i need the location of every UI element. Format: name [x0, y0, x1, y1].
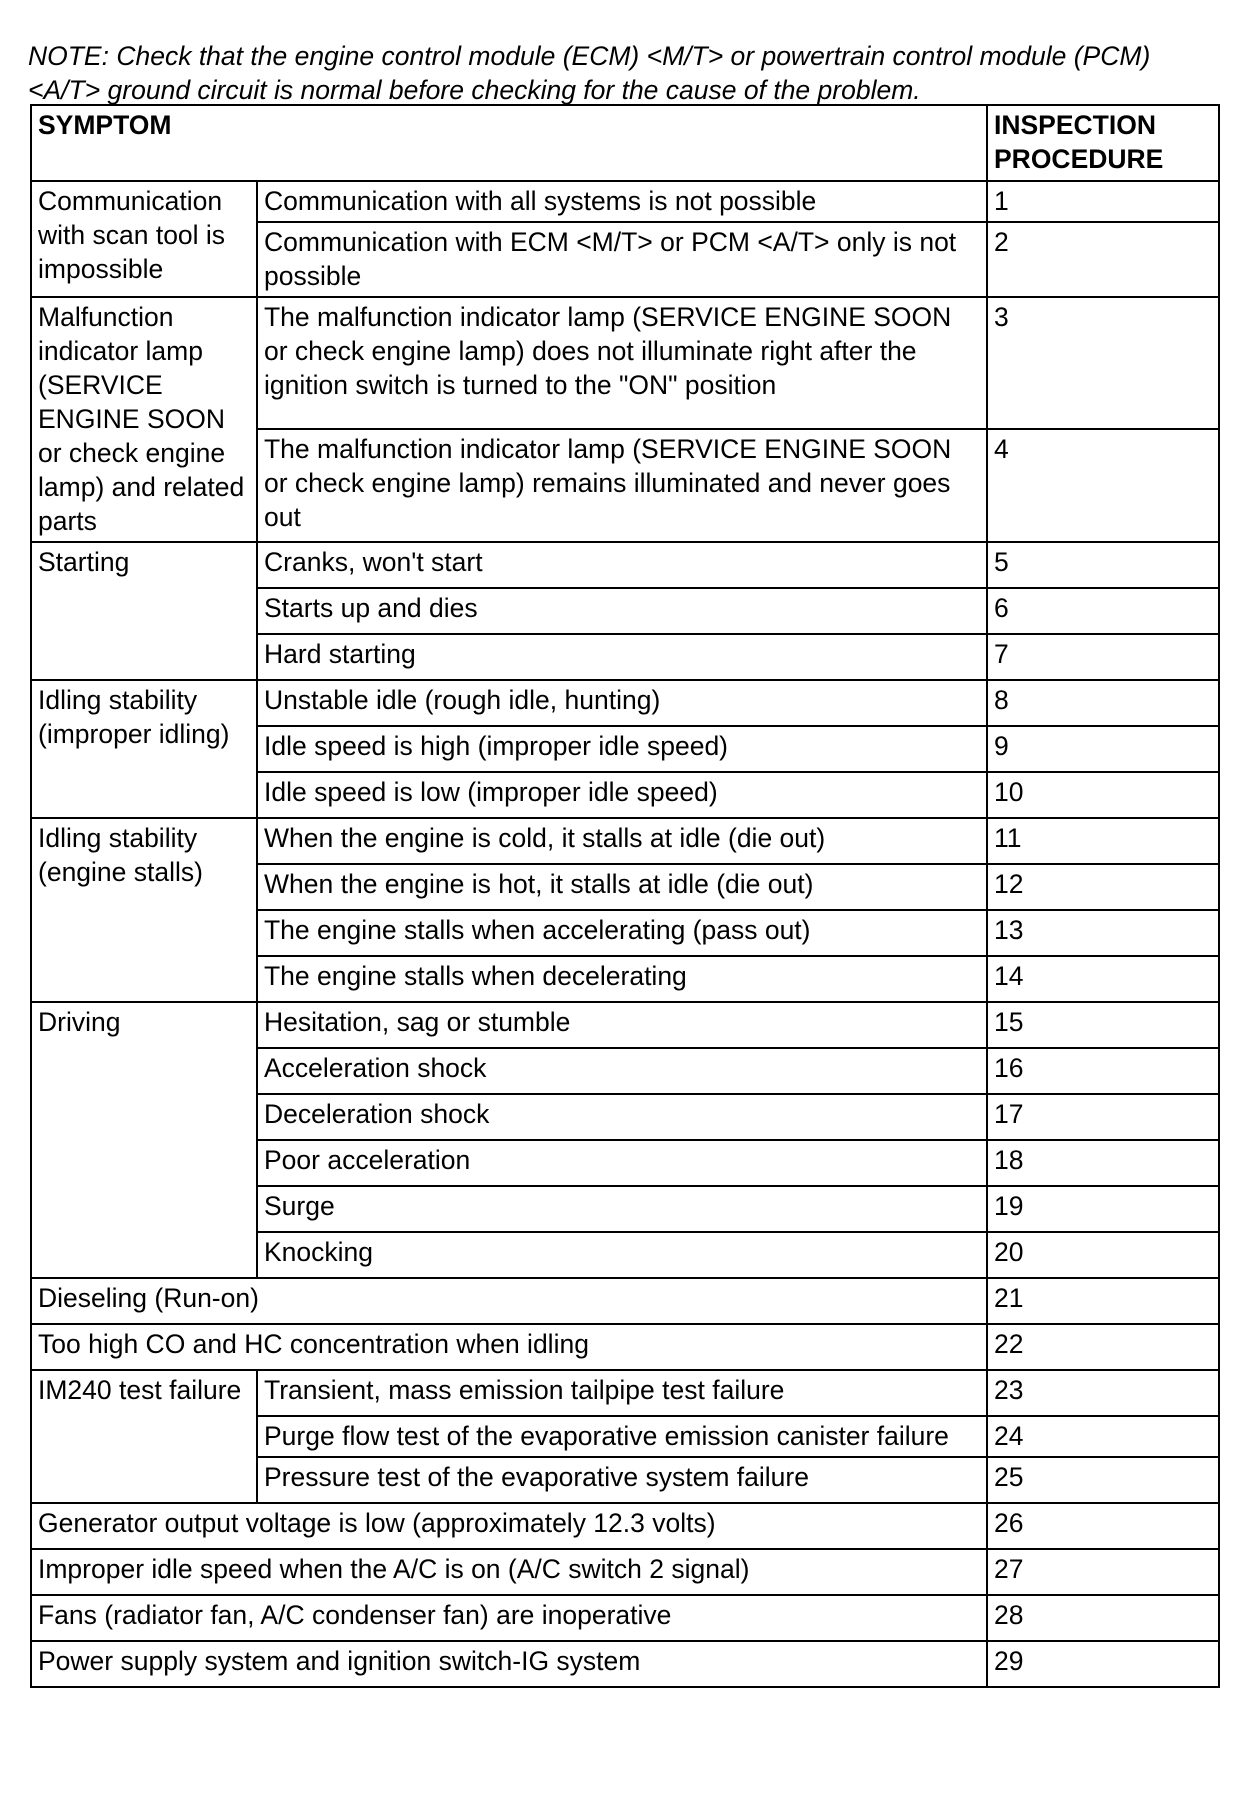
symptom-cell: Too high CO and HC concentration when idling: [31, 1324, 987, 1370]
symptom-cell: The malfunction indicator lamp (SERVICE ENGINE SOON or check engine lamp) remains illuminated and never goes out: [257, 429, 987, 542]
symptom-cell: Transient, mass emission tailpipe test failure: [257, 1370, 987, 1416]
symptom-cell: Deceleration shock: [257, 1094, 987, 1140]
procedure-cell: 20: [987, 1232, 1219, 1278]
procedure-cell: 25: [987, 1457, 1219, 1503]
symptom-header: SYMPTOM: [31, 105, 987, 181]
procedure-cell: 19: [987, 1186, 1219, 1232]
symptom-cell: The engine stalls when accelerating (pass out): [257, 910, 987, 956]
symptom-cell: Knocking: [257, 1232, 987, 1278]
symptom-cell: Hard starting: [257, 634, 987, 680]
symptom-group-cell: IM240 test failure: [31, 1370, 257, 1503]
procedure-cell: 10: [987, 772, 1219, 818]
symptom-cell: Surge: [257, 1186, 987, 1232]
symptom-table: [30, 104, 1220, 1688]
table-row: [31, 1370, 1219, 1416]
table-row: [31, 542, 1219, 588]
symptom-cell: Pressure test of the evaporative system failure: [257, 1457, 987, 1503]
procedure-cell: 26: [987, 1503, 1219, 1549]
symptom-cell: Improper idle speed when the A/C is on (A/C switch 2 signal): [31, 1549, 987, 1595]
table-row: [31, 1641, 1219, 1687]
symptom-cell: Generator output voltage is low (approximately 12.3 volts): [31, 1503, 987, 1549]
table-row: [31, 1278, 1219, 1324]
header-row: [31, 105, 1219, 181]
procedure-cell: 4: [987, 429, 1219, 542]
symptom-cell: Dieseling (Run-on): [31, 1278, 987, 1324]
procedure-cell: 6: [987, 588, 1219, 634]
procedure-cell: 23: [987, 1370, 1219, 1416]
symptom-cell: Power supply system and ignition switch-IG system: [31, 1641, 987, 1687]
procedure-cell: 8: [987, 680, 1219, 726]
symptom-cell: Fans (radiator fan, A/C condenser fan) are inoperative: [31, 1595, 987, 1641]
procedure-cell: 17: [987, 1094, 1219, 1140]
table-row: [31, 1503, 1219, 1549]
procedure-cell: 12: [987, 864, 1219, 910]
note-text: NOTE: Check that the engine control module (ECM) <M/T> or powertrain control module (PCM) <A/T> ground circuit is normal before checking for the cause of the problem.: [28, 40, 1151, 105]
procedure-cell: 13: [987, 910, 1219, 956]
table-row: [31, 1595, 1219, 1641]
symptom-cell: Starts up and dies: [257, 588, 987, 634]
symptom-cell: Cranks, won't start: [257, 542, 987, 588]
procedure-cell: 3: [987, 297, 1219, 429]
table-row: [31, 1549, 1219, 1595]
procedure-header: INSPECTION PROCEDURE: [987, 105, 1219, 181]
symptom-cell: Communication with ECM <M/T> or PCM <A/T> only is not possible: [257, 222, 987, 297]
symptom-cell: Unstable idle (rough idle, hunting): [257, 680, 987, 726]
table-row: [31, 181, 1219, 222]
symptom-cell: The malfunction indicator lamp (SERVICE ENGINE SOON or check engine lamp) does not illuminate right after the ignition switch is turned to the "ON" position: [257, 297, 987, 429]
procedure-cell: 9: [987, 726, 1219, 772]
table-row: [31, 1002, 1219, 1048]
symptom-group-cell: Idling stability (engine stalls): [31, 818, 257, 1002]
symptom-cell: Hesitation, sag or stumble: [257, 1002, 987, 1048]
symptom-cell: The engine stalls when decelerating: [257, 956, 987, 1002]
procedure-cell: 7: [987, 634, 1219, 680]
procedure-cell: 27: [987, 1549, 1219, 1595]
procedure-cell: 16: [987, 1048, 1219, 1094]
table-row: [31, 297, 1219, 429]
table-row: [31, 680, 1219, 726]
symptom-cell: Idle speed is high (improper idle speed): [257, 726, 987, 772]
procedure-cell: 24: [987, 1416, 1219, 1457]
symptom-cell: Purge flow test of the evaporative emission canister failure: [257, 1416, 987, 1457]
procedure-cell: 18: [987, 1140, 1219, 1186]
table-body: [31, 181, 1219, 1687]
symptom-group-cell: Malfunction indicator lamp (SERVICE ENGINE SOON or check engine lamp) and related parts: [31, 297, 257, 542]
symptom-group-cell: Communication with scan tool is impossible: [31, 181, 257, 297]
procedure-cell: 29: [987, 1641, 1219, 1687]
procedure-cell: 28: [987, 1595, 1219, 1641]
symptom-cell: When the engine is hot, it stalls at idle (die out): [257, 864, 987, 910]
procedure-cell: 21: [987, 1278, 1219, 1324]
table-row: [31, 818, 1219, 864]
symptom-group-cell: Starting: [31, 542, 257, 680]
procedure-cell: 11: [987, 818, 1219, 864]
table-row: [31, 1324, 1219, 1370]
procedure-cell: 14: [987, 956, 1219, 1002]
procedure-cell: 1: [987, 181, 1219, 222]
symptom-cell: Idle speed is low (improper idle speed): [257, 772, 987, 818]
symptom-cell: Acceleration shock: [257, 1048, 987, 1094]
symptom-group-cell: Driving: [31, 1002, 257, 1278]
procedure-cell: 22: [987, 1324, 1219, 1370]
procedure-cell: 2: [987, 222, 1219, 297]
procedure-cell: 5: [987, 542, 1219, 588]
symptom-cell: Poor acceleration: [257, 1140, 987, 1186]
symptom-group-cell: Idling stability (improper idling): [31, 680, 257, 818]
procedure-cell: 15: [987, 1002, 1219, 1048]
symptom-cell: When the engine is cold, it stalls at idle (die out): [257, 818, 987, 864]
symptom-cell: Communication with all systems is not possible: [257, 181, 987, 222]
